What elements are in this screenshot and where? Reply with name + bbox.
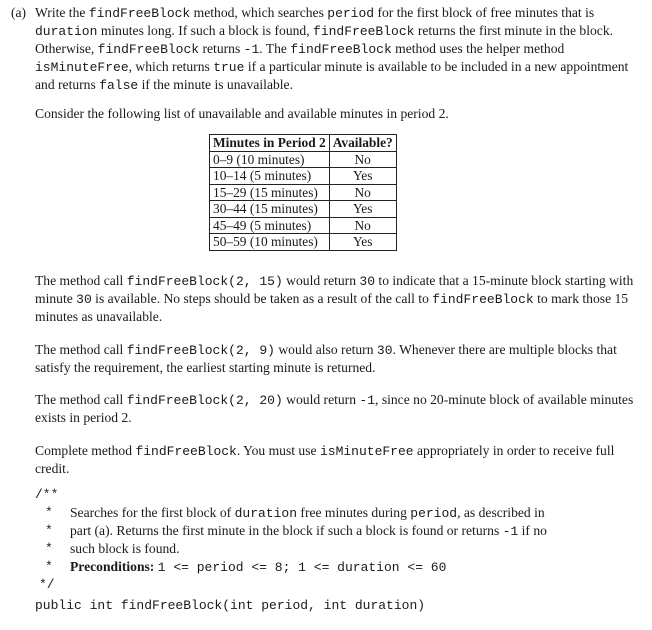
text: would also return [274, 342, 377, 357]
table-row [210, 234, 397, 251]
part-label: (a) [11, 5, 27, 20]
table-row [210, 217, 397, 234]
code-value: 30 [76, 292, 92, 307]
preconditions-label: Preconditions: [70, 559, 155, 574]
cell-available: No [329, 184, 396, 201]
instructions-paragraph [35, 442, 643, 477]
text: . You must use [236, 443, 320, 458]
table-row [210, 168, 397, 185]
code-value: 30 [376, 343, 393, 358]
cell-minutes: 30–44 (15 minutes) [210, 201, 330, 218]
code-helper-method: isMinuteFree [319, 444, 414, 459]
text: . The [259, 41, 291, 56]
comment-open: /** [35, 487, 59, 502]
text: The method call [35, 392, 127, 407]
text: The method call [35, 273, 127, 288]
code-method-name: findFreeBlock [135, 444, 237, 459]
code-value: 30 [359, 274, 376, 289]
text: appropriately in order to receive full credit. [35, 443, 615, 476]
text: method, which searches [190, 5, 328, 20]
preconditions-line [70, 558, 446, 577]
code-value: true [213, 60, 245, 75]
code-method-name: findFreeBlock [290, 42, 392, 57]
javadoc-comment [35, 486, 643, 594]
code-helper-method: isMinuteFree [35, 60, 129, 75]
header-minutes: Minutes in Period 2 [210, 135, 330, 152]
header-available: Available? [329, 135, 396, 152]
cell-available: No [329, 151, 396, 168]
text: would return [282, 392, 360, 407]
preconditions-code: 1 <= period <= 8; 1 <= duration <= 60 [157, 560, 447, 575]
text: to mark those 15 minutes as unavailable. [35, 291, 629, 324]
code-value: -1 [243, 42, 260, 57]
example-paragraph-3 [35, 391, 643, 426]
text: method uses the helper method [391, 41, 565, 56]
text: to indicate that a 15-minute block starting with minute [35, 273, 634, 306]
cell-available: Yes [329, 168, 396, 185]
text: . Whenever there are multiple blocks that satisfy the requirement, the earliest starting minute is returned. [35, 342, 617, 375]
text: , since no 20-minute block of available minutes exists in period 2. [35, 392, 634, 425]
example-paragraph-2 [35, 341, 643, 376]
comment-star: * [45, 505, 53, 520]
comment-star: * [45, 559, 53, 574]
code-call: findFreeBlock(2, 9) [126, 343, 275, 358]
code-method-name: findFreeBlock [432, 292, 534, 307]
comment-star: * [45, 523, 53, 538]
text: returns [199, 41, 244, 56]
text: if the minute is unavailable. [138, 77, 293, 92]
text: , which returns [128, 59, 214, 74]
text: The method call [35, 342, 127, 357]
text: minutes long. If such a block is found, [97, 23, 314, 38]
table-row [210, 201, 397, 218]
comment-star: * [45, 541, 53, 556]
code-method-name: findFreeBlock [88, 6, 191, 21]
code-call: findFreeBlock(2, 15) [126, 274, 283, 289]
text: Complete method [35, 443, 136, 458]
table-row [210, 184, 397, 201]
comment-close: */ [39, 577, 55, 592]
text: if a particular minute is available to be included in a new appointment and returns [35, 59, 629, 92]
text: would return [282, 273, 360, 288]
consider-paragraph: Consider the following list of unavailable and available minutes in period 2. [35, 106, 449, 121]
cell-available: Yes [329, 201, 396, 218]
code-value: false [99, 78, 139, 93]
code-param: duration [35, 24, 98, 39]
code-method-name: findFreeBlock [313, 24, 415, 39]
comment-line-3: such block is found. [70, 541, 180, 556]
text: is available. No steps should be taken as a result of the call to [91, 291, 433, 306]
text: returns the first minute in the block. Otherwise, [35, 23, 614, 56]
text: for the first block of free minutes that is [374, 5, 595, 20]
availability-table [209, 134, 397, 251]
code-value: -1 [359, 393, 376, 408]
cell-available: No [329, 217, 396, 234]
code-call: findFreeBlock(2, 20) [126, 393, 283, 408]
comment-line-2: part (a). Returns the first minute in the block if such a block is found or returns -1 if no [70, 523, 547, 539]
table-row [210, 151, 397, 168]
comment-line-1: Searches for the first block of duration free minutes during period, as described in [70, 505, 545, 521]
cell-minutes: 15–29 (15 minutes) [210, 184, 330, 201]
code-method-name: findFreeBlock [97, 42, 200, 57]
method-signature: public int findFreeBlock(int period, int duration) [35, 598, 426, 613]
cell-minutes: 10–14 (5 minutes) [210, 168, 330, 185]
text: Write the [35, 5, 89, 20]
cell-minutes: 45–49 (5 minutes) [210, 217, 330, 234]
cell-available: Yes [329, 234, 396, 251]
example-paragraph-1 [35, 272, 643, 325]
table-header-row [210, 135, 397, 152]
code-param: period [327, 6, 375, 21]
cell-minutes: 50–59 (10 minutes) [210, 234, 330, 251]
cell-minutes: 0–9 (10 minutes) [210, 151, 330, 168]
part-a-description [35, 4, 643, 94]
